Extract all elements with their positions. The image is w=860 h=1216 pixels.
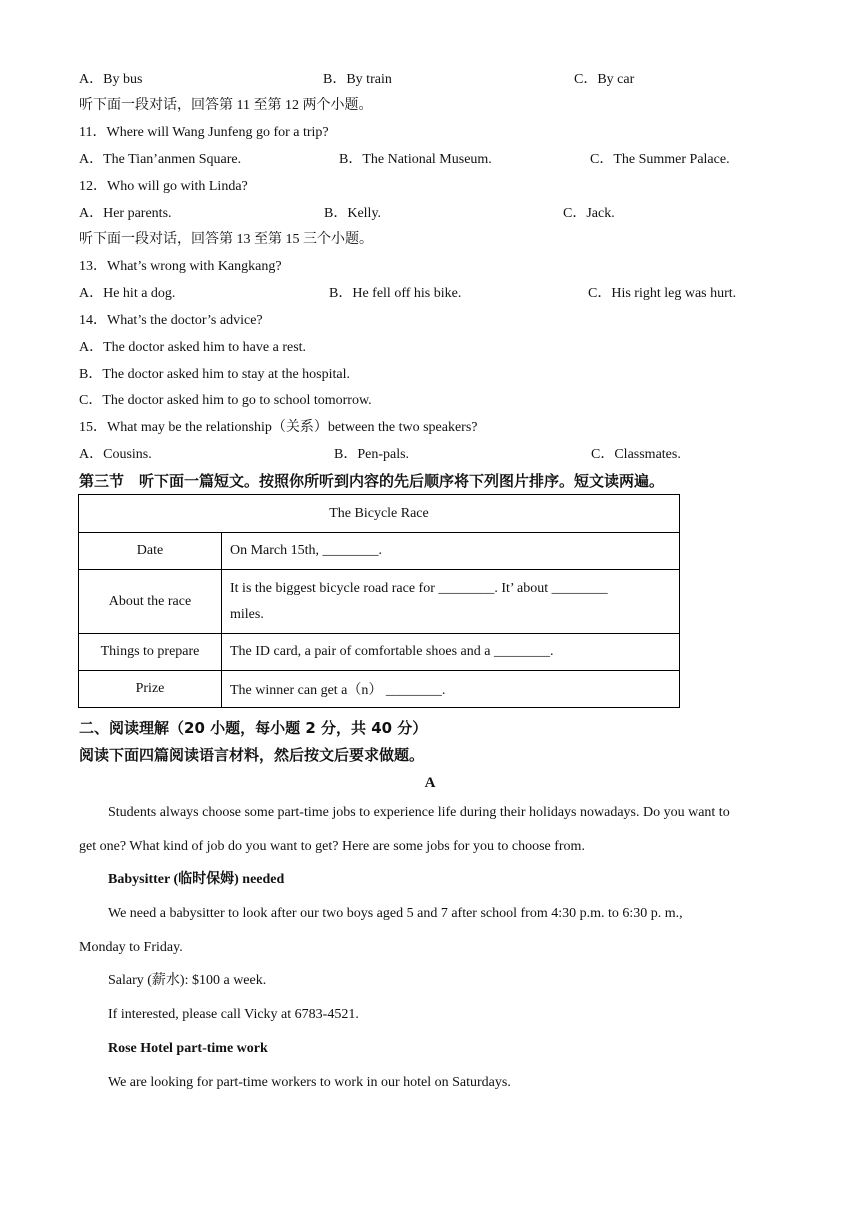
salary-line: Salary (薪水): $100 a week. <box>108 973 267 988</box>
q15-option-c: C．Classmates. <box>591 447 681 462</box>
hotel-line-1: We are looking for part-time workers to work in our hotel on Saturdays. <box>108 1075 511 1090</box>
q13-option-b: B．He fell off his bike. <box>329 286 462 301</box>
babysitter-line-2: Monday to Friday. <box>79 940 183 955</box>
intro-line-1: Students always choose some part-time jobs to experience life during their holidays nowadays. Do you want to <box>108 805 730 820</box>
contact-line: If interested, please call Vicky at 6783-4521. <box>108 1007 359 1022</box>
row-value-about-line1: It is the biggest bicycle road race for ________. It’ about ________ <box>230 580 608 596</box>
row-value-about-line2: miles. <box>230 606 264 622</box>
q10-option-b: B．By train <box>323 72 392 87</box>
question-15: 15．What may be the relationship（关系）between the two speakers? <box>79 420 478 435</box>
q13-option-a: A．He hit a dog. <box>79 286 176 301</box>
q11-option-c: C．The Summer Palace. <box>590 152 730 167</box>
q14-option-a: A．The doctor asked him to have a rest. <box>79 340 307 355</box>
row-value-prize: The winner can get a（n） ________. <box>222 671 680 708</box>
bicycle-race-table <box>78 494 680 708</box>
q11-option-a: A．The Tian’anmen Square. <box>79 152 242 167</box>
row-value-date: On March 15th, ________. <box>222 533 680 570</box>
instruction-11-12: 听下面一段对话，回答第 11 至第 12 两个小题。 <box>79 98 373 113</box>
question-13: 13．What’s wrong with Kangkang? <box>79 259 282 274</box>
q14-option-c: C．The doctor asked him to go to school tomorrow. <box>79 393 372 408</box>
row-label-date: Date <box>79 533 222 570</box>
q12-option-b: B．Kelly. <box>324 206 382 221</box>
q13-option-c: C．His right leg was hurt. <box>588 286 737 301</box>
table-row <box>79 671 680 708</box>
q14-option-b: B．The doctor asked him to stay at the hospital. <box>79 367 351 382</box>
q11-option-b: B．The National Museum. <box>339 152 492 167</box>
q10-option-c: C．By car <box>574 72 635 87</box>
table-title: The Bicycle Race <box>79 495 680 533</box>
table-row <box>79 533 680 570</box>
reading-instruction: 阅读下面四篇阅读语言材料，然后按文后要求做题。 <box>79 746 425 764</box>
q12-option-c: C．Jack. <box>563 206 615 221</box>
row-label-about: About the race <box>79 570 222 634</box>
question-12: 12．Who will go with Linda? <box>79 179 248 194</box>
row-label-things: Things to prepare <box>79 634 222 671</box>
passage-label: A <box>424 775 436 791</box>
table-row <box>79 634 680 671</box>
q12-option-a: A．Her parents. <box>79 206 172 221</box>
table-row <box>79 570 680 634</box>
question-14: 14．What’s the doctor’s advice? <box>79 313 263 328</box>
question-11: 11．Where will Wang Junfeng go for a trip? <box>79 125 329 140</box>
intro-line-2: get one? What kind of job do you want to get? Here are some jobs for you to choose from. <box>79 839 585 854</box>
section-3-heading: 第三节 听下面一篇短文。按照你所听到内容的先后顺序将下列图片排序。短文读两遍。 <box>79 472 665 490</box>
babysitter-line-1: We need a babysitter to look after our two boys aged 5 and 7 after school from 4:30 p.m. to 6:30 p. m., <box>108 906 683 921</box>
row-label-prize: Prize <box>79 671 222 708</box>
instruction-13-15: 听下面一段对话，回答第 13 至第 15 三个小题。 <box>79 232 373 247</box>
babysitter-heading: Babysitter (临时保姆) needed <box>108 872 285 887</box>
reading-part-heading: 二、阅读理解（20 小题，每小题 2 分，共 40 分） <box>79 719 428 737</box>
row-value-things: The ID card, a pair of comfortable shoes and a ________. <box>222 634 680 671</box>
q10-option-a: A．By bus <box>79 72 143 87</box>
hotel-heading: Rose Hotel part-time work <box>108 1041 268 1056</box>
row-value-about <box>222 570 680 634</box>
q15-option-b: B．Pen-pals. <box>334 447 410 462</box>
q15-option-a: A．Cousins. <box>79 447 152 462</box>
